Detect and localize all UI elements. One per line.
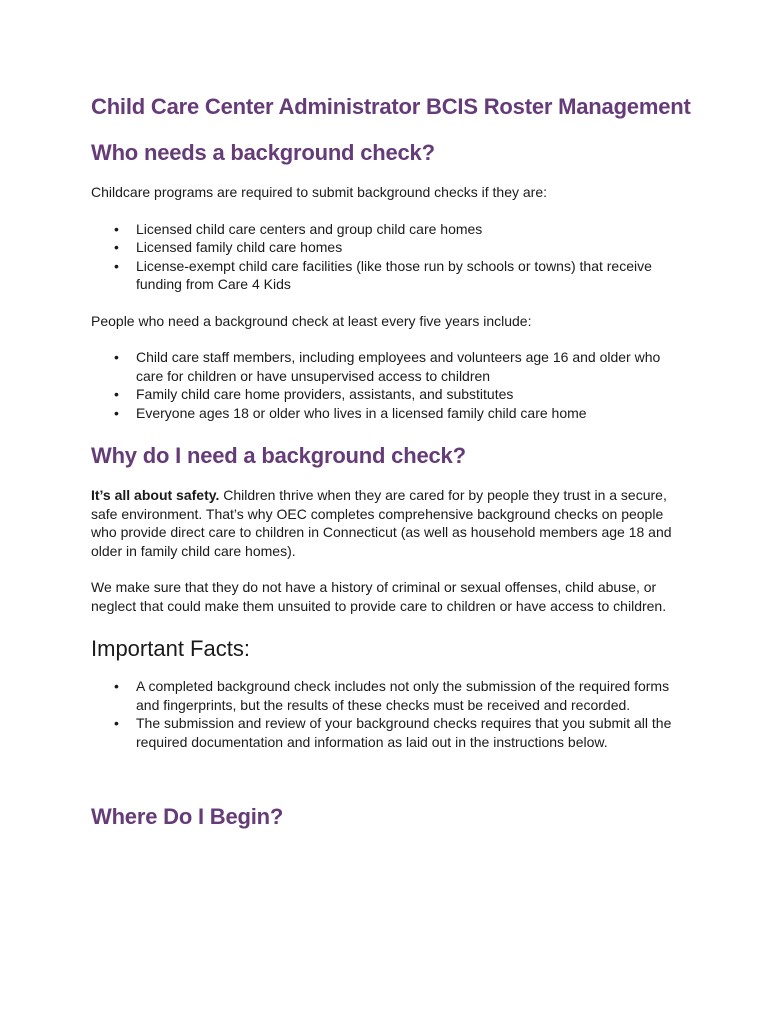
section-heading-why: Why do I need a background check?: [91, 443, 466, 468]
document-title: Child Care Center Administrator BCIS Roster Management: [91, 94, 691, 119]
people-intro: People who need a background check at least every five years include:: [91, 312, 532, 329]
list-item: • The submission and review of your background checks requires that you submit all the required documentation and information as laid out in the instructions below.: [136, 714, 691, 751]
people-list: [91, 348, 691, 422]
section-heading-begin: Where Do I Begin?: [91, 804, 284, 829]
document-page: [91, 92, 691, 831]
programs-intro: Childcare programs are required to submit background checks if they are:: [91, 184, 547, 200]
safety-paragraph: [91, 486, 691, 560]
list-item: • Licensed child care centers and group child care homes: [136, 220, 691, 239]
list-item: • Licensed family child care homes: [136, 238, 691, 257]
screening-paragraph: We make sure that they do not have a history of criminal or sexual offenses, child abuse, or neglect that could make them unsuited to provide care to children or have access to children.: [91, 579, 667, 614]
section-heading-facts: Important Facts:: [91, 636, 250, 661]
list-item: • Family child care home providers, assistants, and substitutes: [136, 385, 691, 404]
section-heading-who: Who needs a background check?: [91, 140, 435, 165]
facts-list: [91, 677, 691, 751]
list-item: • Everyone ages 18 or older who lives in a licensed family child care home: [136, 404, 691, 423]
list-item: • A completed background check includes not only the submission of the required forms and fingerprints, but the results of these checks must be received and recorded.: [136, 677, 691, 714]
programs-list: [91, 220, 691, 294]
list-item: • License-exempt child care facilities (like those run by schools or towns) that receive funding from Care 4 Kids: [136, 257, 691, 294]
safety-lead: It’s all about safety.: [91, 487, 220, 503]
list-item: • Child care staff members, including employees and volunteers age 16 and older who care for children or have unsupervised access to children: [136, 348, 691, 385]
safety-text: Children thrive when they are cared for by people they trust in a secure, safe environment. That’s why OEC completes comprehensive background checks on people who provide direct care to children in Connecticut (as well as household members age 18 and older in family child care homes).: [91, 487, 672, 559]
